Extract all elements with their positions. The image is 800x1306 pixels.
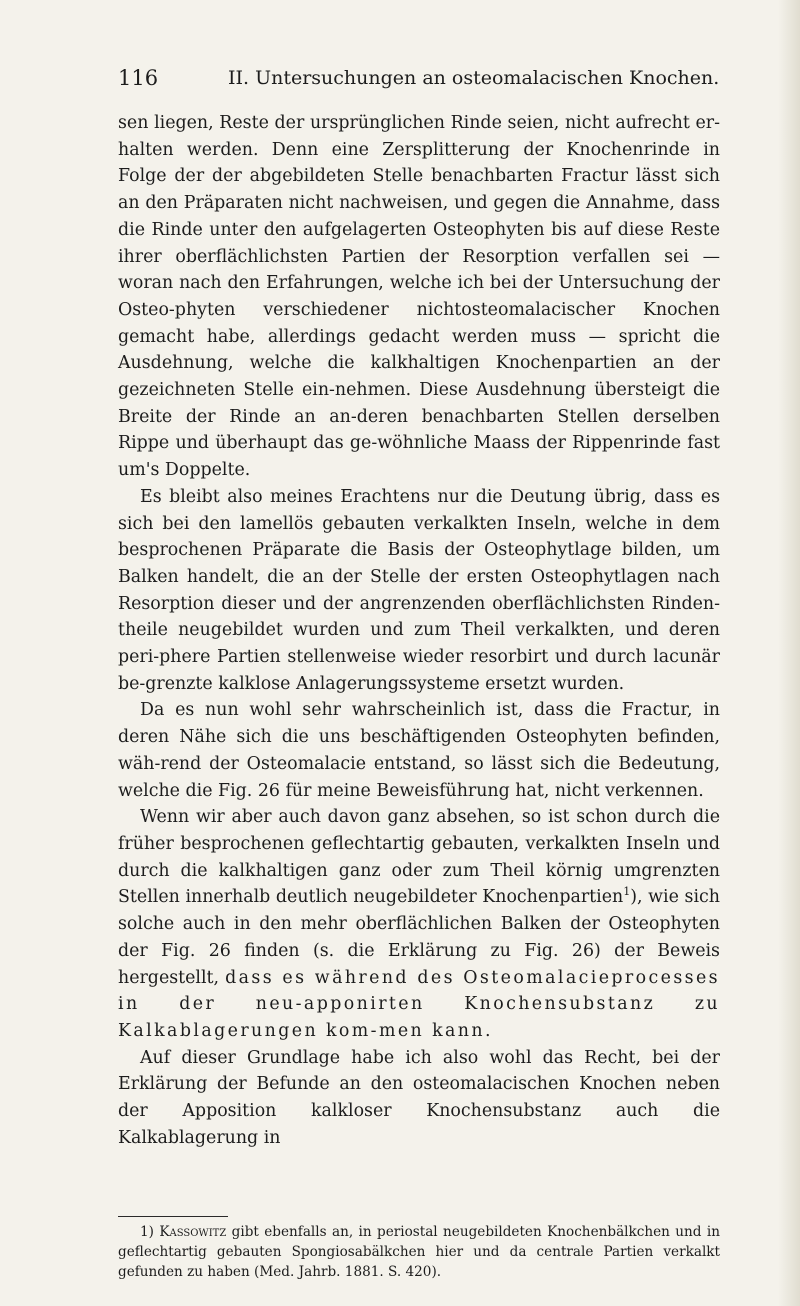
footnote-reference: 1 [623,885,631,899]
paragraph: Es bleibt also meines Erachtens nur die Deutung übrig, dass es sich bei den lamellös gebauten verkalkten Inseln, welche in dem besprochenen Präparate die Basis der Osteophytlage bilden, um Balken handelt, die an der Stelle der ersten Osteophytlagen nach Resorption dieser und der angrenzenden oberflächlichsten Rinden-theile neugebildet wurden und zum Theil verkalkten, und deren peri-phere Partien stellenweise wieder resorbirt und durch lacunär be-grenzte kalklose Anlagerungssysteme ersetzt wurden. [118,486,720,694]
paragraph-text: ), wie sich solche auch in den mehr oberflächlichen Balken der Osteophyten der Fig. 26 finden (s. die Erklärung zu Fig. 26) der Beweis hergestellt, [118,887,720,988]
page-edge-shadow [778,0,800,1306]
body-text [118,110,720,1151]
footnote-text: gibt ebenfalls an, in periostal neugebildeten Knochenbälkchen und in geflechtartig gebauten Spongiosabälkchen hier und da centrale Partien verkalkt gefunden zu haben (Med. Jahrb. 1881. S. 420). [118,1224,720,1280]
paragraph: Da es nun wohl sehr wahrscheinlich ist, dass die Fractur, in deren Nähe sich die uns beschäftigenden Osteophyten befinden, wäh-rend der Osteomalacie entstand, so lässt sich die Bedeutung, welche die Fig. 26 für meine Beweisführung hat, nicht verkennen. [118,700,720,801]
paragraph-text: Wenn wir aber auch davon ganz absehen, so ist schon durch die früher besprochenen geflechtartig gebauten, verkalkten Inseln und durch die kalkhaltigen ganz oder zum Theil körnig umgrenzten Stellen innerhalb deutlich neugebildeter Knochenpartien [118,807,720,908]
footnote-author: Kassowitz [159,1224,227,1240]
footnote-divider [118,1216,228,1217]
footnote [118,1222,720,1282]
footnotes [118,1222,720,1282]
paragraph: Auf dieser Grundlage habe ich also wohl das Recht, bei der Erklärung der Befunde an den osteomalacischen Knochen neben der Apposition kalkloser Knochensubstanz auch die Kalkablagerung in [118,1047,720,1148]
paragraph: sen liegen, Reste der ursprünglichen Rinde seien, nicht aufrecht er-halten werden. Denn eine Zersplitterung der Knochenrinde in Folge der der abgebildeten Stelle benachbarten Fractur lässt sich an den Präparaten nicht nachweisen, und gegen die Annahme, dass die Rinde unter den aufgelagerten Osteophyten bis auf diese Reste ihrer oberflächlichsten Partien der Resorption verfallen sei — woran nach den Erfahrungen, welche ich bei der Untersuchung der Osteo-phyten verschiedener nichtosteomalacischer Knochen gemacht habe, allerdings gedacht werden muss — spricht die Ausdehnung, welche die kalkhaltigen Knochenpartien an der gezeichneten Stelle ein-nehmen. Diese Ausdehnung übersteigt die Breite der Rinde an an-deren benachbarten Stellen derselben Rippe und überhaupt das ge-wöhnliche Maass der Rippenrinde fast um's Doppelte. [118,113,720,481]
emphasized-text: dass es während des Osteomalacieprocesses in der neu-apponirten Knochensubstanz zu Kalkablagerungen kom-men kann. [118,967,720,1041]
running-head: II. Untersuchungen an osteomalacischen Knochen. [228,67,720,89]
footnote-marker: 1) [140,1224,154,1240]
paragraph [118,804,720,1044]
page-header [118,66,718,96]
page-number: 116 [118,66,159,90]
